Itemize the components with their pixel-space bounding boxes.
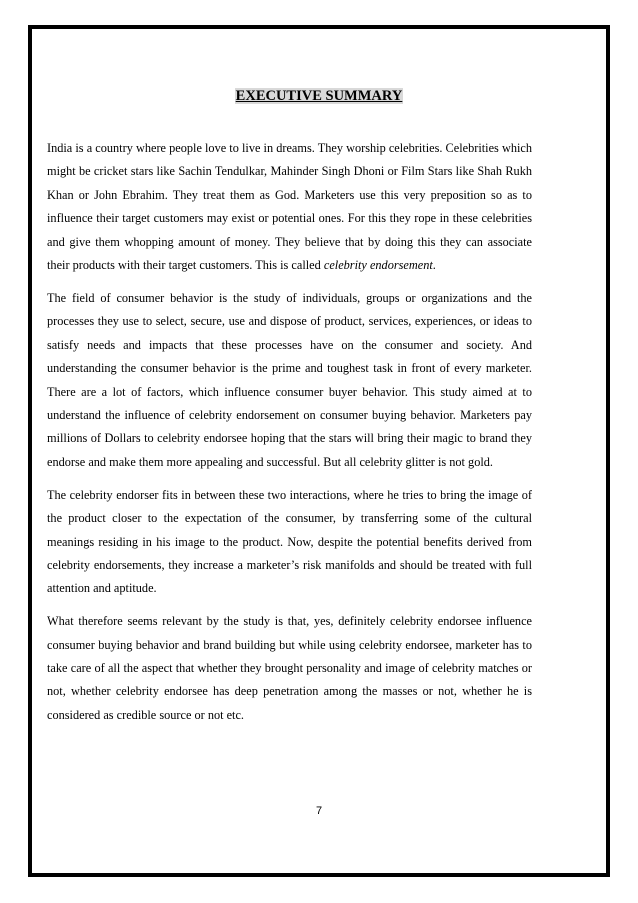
paragraph-2: The field of consumer behavior is the study of individuals, groups or organizations and the processes they use to select, secure, use and dispose of product, services, experiences, or ideas to satisfy needs and impacts that these processes have on the consumer and society. And understanding the consumer behavior is the prime and toughest task in front of every marketer. There are a lot of factors, which influence consumer buyer behavior. This study aimed at to understand the influence of celebrity endorsement on consumer buying behavior. Marketers pay millions of Dollars to celebrity endorsee hoping that the stars will bring their magic to brand they endorse and make them more appealing and successful. But all celebrity glitter is not gold. — [47, 290, 532, 469]
paragraph-1 — [47, 137, 532, 277]
heading-text: EXECUTIVE SUMMARY — [235, 88, 403, 104]
paragraph-4: What therefore seems relevant by the study is that, yes, definitely celebrity endorsee influence consumer buying behavior and brand building but while using celebrity endorsee, marketer has to take care of all the aspect that whether they brought personality and image of celebrity matches or not, whether celebrity endorsee has deep penetration among the masses or not, whether he is considered as credible source or not etc. — [47, 614, 532, 722]
page-heading — [0, 87, 638, 105]
paragraph-1-end: . — [432, 258, 436, 273]
page-number: 7 — [315, 805, 323, 817]
document-body — [47, 137, 532, 737]
paragraph-3: The celebrity endorser fits in between these two interactions, where he tries to bring the image of the product closer to the expectation of the consumer, by transferring some of the cultural meanings residing in his image to the product. Now, despite the potential benefits derived from celebrity endorsements, they increase a marketer’s risk manifolds and should be treated with full attention and aptitude. — [47, 487, 532, 596]
paragraph-1-text: India is a country where people love to live in dreams. They worship celebrities. Celebrities which might be cricket stars like Sachin Tendulkar, Mahinder Singh Dhoni or Film Stars like Shah Rukh Khan or John Ebrahim. They treat them as God. Marketers use this very preposition so as to influence their target customers may exist or potential ones. For this they rope in these celebrities and give them whopping amount of money. They believe that by doing this they can associate their products with their target customers. This is called — [47, 141, 532, 273]
paragraph-1-emphasis: celebrity endorsement — [323, 258, 433, 273]
